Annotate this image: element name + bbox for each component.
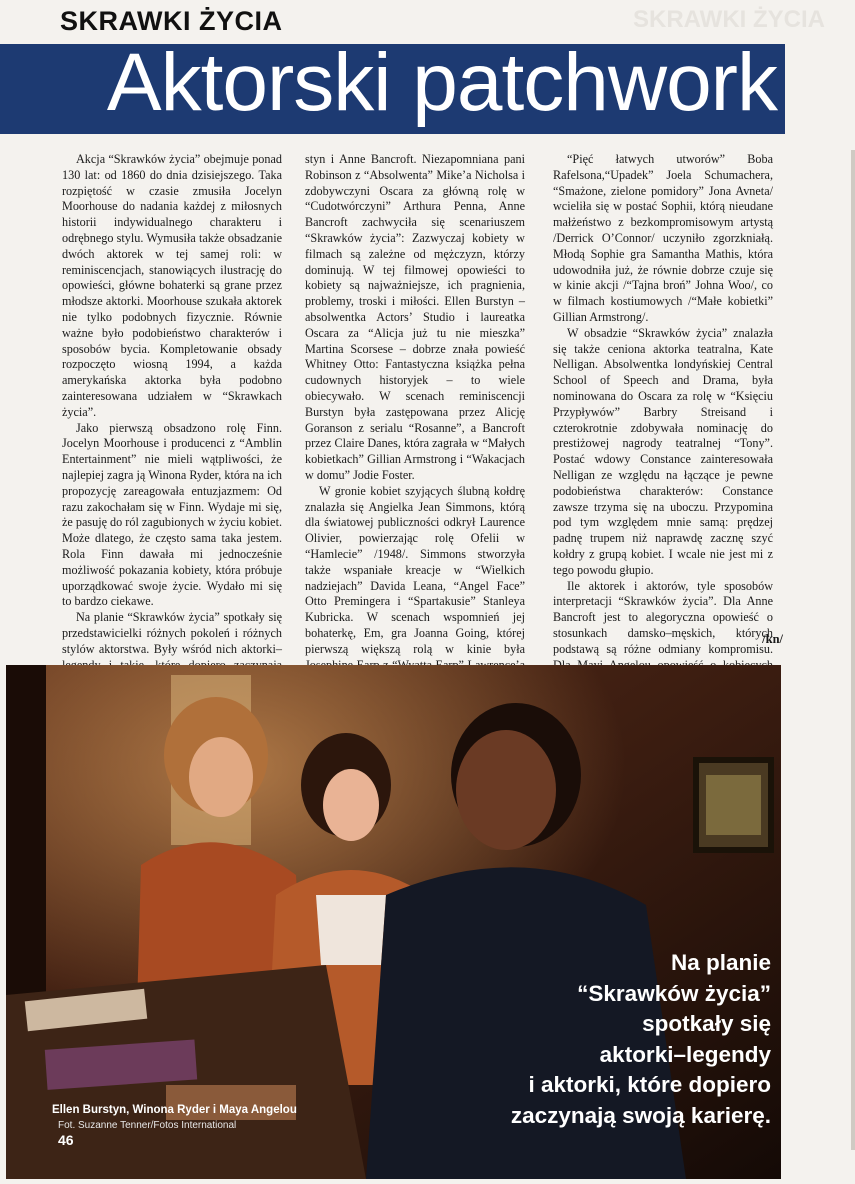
photo-caption: Ellen Burstyn, Winona Ryder i Maya Angelou	[52, 1104, 297, 1116]
paragraph: “Pięć łatwych utworów” Boba Rafelsona,“Upadek” Joela Schumachera, “Smażone, zielone pomidory” Jona Avneta/ wcieliła się w postać Sophii, którą nieudane małżeństwo z bezkompromisowym artystą /Derrick O’Connor/ uczyniło zgorzkniałą. Młodą Sophie gra Samantha Mathis, która udowodniła już, że równie dobrze czuje się w kinie akcji /“Tajna broń” Johna Woo/, co w filmach kostiumowych /“Małe kobietki” Gillian Armstrong/.	[553, 152, 773, 324]
paragraph: Akcja “Skrawków życia” obejmuje ponad 130 lat: od 1860 do dnia dzisiejszego. Taka rozpiętość w czasie zmusiła Jocelyn Moorhouse do nadania każdej z miłosnych historii indywidualnego charakteru i odrębnego stylu. Wymusiła także obsadzanie dwóch aktorek w tej samej roli: w reminiscencjach, stanowiących ilustrację do opowieści, główne bohaterki są grane przez młodsze aktorki. Moorhouse szukała aktorek nie tylko podobnych fizycznie. Równie ważne było podobieństwo charakterów i sposobów bycia. Kompletowanie obsady rozpoczęto wiosną 1994, a każda amerykańska aktorka była podobno zainteresowana udziałem w “Skrawkach życia”.	[62, 152, 282, 419]
pull-quote	[431, 948, 771, 1131]
paragraph: Ile aktorek i aktorów, tyle sposobów interpretacji “Skrawków życia”. Dla Anne Bancroft jest to alegoryczna opowieść o stosunkach damsko–męskich, których podstawą są różne odmiany kompromisu.	[553, 578, 773, 656]
article-title: Aktorski patchwork	[106, 44, 777, 128]
text-column-2	[305, 152, 525, 721]
section-label: SKRAWKI ŻYCIA	[60, 6, 283, 36]
pull-quote-line: Na planie	[670, 950, 771, 975]
pull-quote-line: spotkały się	[642, 1011, 771, 1036]
film-still-photo	[6, 665, 781, 1179]
page-edge-shadow	[851, 150, 855, 1150]
mirrored-header-ghost: SKRAWKI ŻYCIA	[633, 6, 825, 33]
text-column-3	[553, 152, 773, 721]
photo-credit: Fot. Suzanne Tenner/Fotos International	[58, 1120, 237, 1131]
pull-quote-line: aktorki–legendy	[599, 1041, 771, 1067]
paragraph: Jako pierwszą obsadzono rolę Finn. Jocelyn Moorhouse i producenci z “Amblin Entertainment” nie mieli wątpliwości, że najlepiej zagra ją Winona Ryder, która na ich propozycję zareagowała entuzjazmem: Od razu zakochałam się w Finn. Wydaje mi się, że pasuję do ról zagubionych w życiu kobiet. Może dlatego, że często sama taka jestem. Rola Finn dawała mi jednocześnie możliwość pokazania kobiety, która próbuje uporządkować swoje życie. Wydało mi się to bardzo ciekawe.	[62, 420, 282, 609]
pull-quote-line: “Skrawków życia”	[577, 980, 771, 1006]
paragraph: Na planie “Skrawków życia” spotkały się przedstawicielki różnych pokoleń i różnych stylów aktorstwa. Były wśród nich aktorki–	[62, 610, 282, 656]
title-banner	[0, 44, 785, 134]
paragraph: styn i Anne Bancroft. Niezapomniana pani Robinson z “Absolwenta” Mike’a Nicholsa i zdobywczyni Oscara za główną rolę w “Cudotwórczyni” Arthura Penna, Anne Bancroft zachwyciła się scenariuszem “Skrawków życia”: Zazwyczaj kobiety w filmach są zależne od mężczyzn, którzy dominują. W tej filmowej opowieści to kobiety są najważniejsze, ich pragnienia, problemy, troski i miłości. Ellen Burstyn – absolwentka Actors’ Studio i laureatka Oscara za “Alicja już tu nie mieszka” Martina Scorsese – dobrze znała powieść Whitney Otto: Fantastyczna książka pełna cudownych historyjek – to wiele obiecywało. W scenach reminiscencji Burstyn była zastępowana przez Alicję Goranson z serialu “Rosanne”, a Bancroft przez Claire Danes, która zagrała w “Małych kobietkach” Gillian Armstrong i “Wakacjach w domu” Jodie Foster.	[305, 152, 525, 482]
pull-quote-line: zaczynają swoją karierę.	[510, 1102, 771, 1128]
author-signature: /kn/	[762, 632, 783, 646]
text-column-1	[62, 152, 282, 736]
pull-quote-line: i aktorki, które dopiero	[528, 1072, 771, 1097]
paragraph: W gronie kobiet szyjących ślubną kołdrę znalazła się Angielka Jean Simmons, którą dla światowej publiczności odkrył Laurence Olivier, powierzając rolę Ofelii w “Hamlecie” /1948/. Simmons stworzyła także wspaniałe kreacje w “Wielkich nadziejach” Davida Leana, “Angel Face” Otto Premingera i “Spartakusie” Stanleya Kubricka. W scenach wspomnień jej bohaterkę, Em, gra Joanna Going, której pierwszą większą rolą w kinie była	[305, 483, 525, 656]
paragraph: W obsadzie “Skrawków życia” znalazła się także ceniona aktorka teatralna, Kate Nelligan. Absolwentka londyńskiej Central School of Speech and Drama, była nominowana do Oscara za rolę w “Księciu Przypływów” Barbry Streisand i czterokrotnie zdobywała nominację do prestiżowej nagrody teatralnej “Tony”. Postać wdowy Constance zainteresowała Nelligan ze względu na łączące je pewne podobieństwa charakterów: Constance zawsze trzyma się na uboczu. Przypomina pod tym względem mnie samą: prędzej padnę trupem niż naprawdę zacznę szyć kołdry z grupą kobiet. I wcale nie jest mi z tego powodu głupio.	[553, 325, 773, 577]
page-number: 46	[58, 1132, 74, 1148]
